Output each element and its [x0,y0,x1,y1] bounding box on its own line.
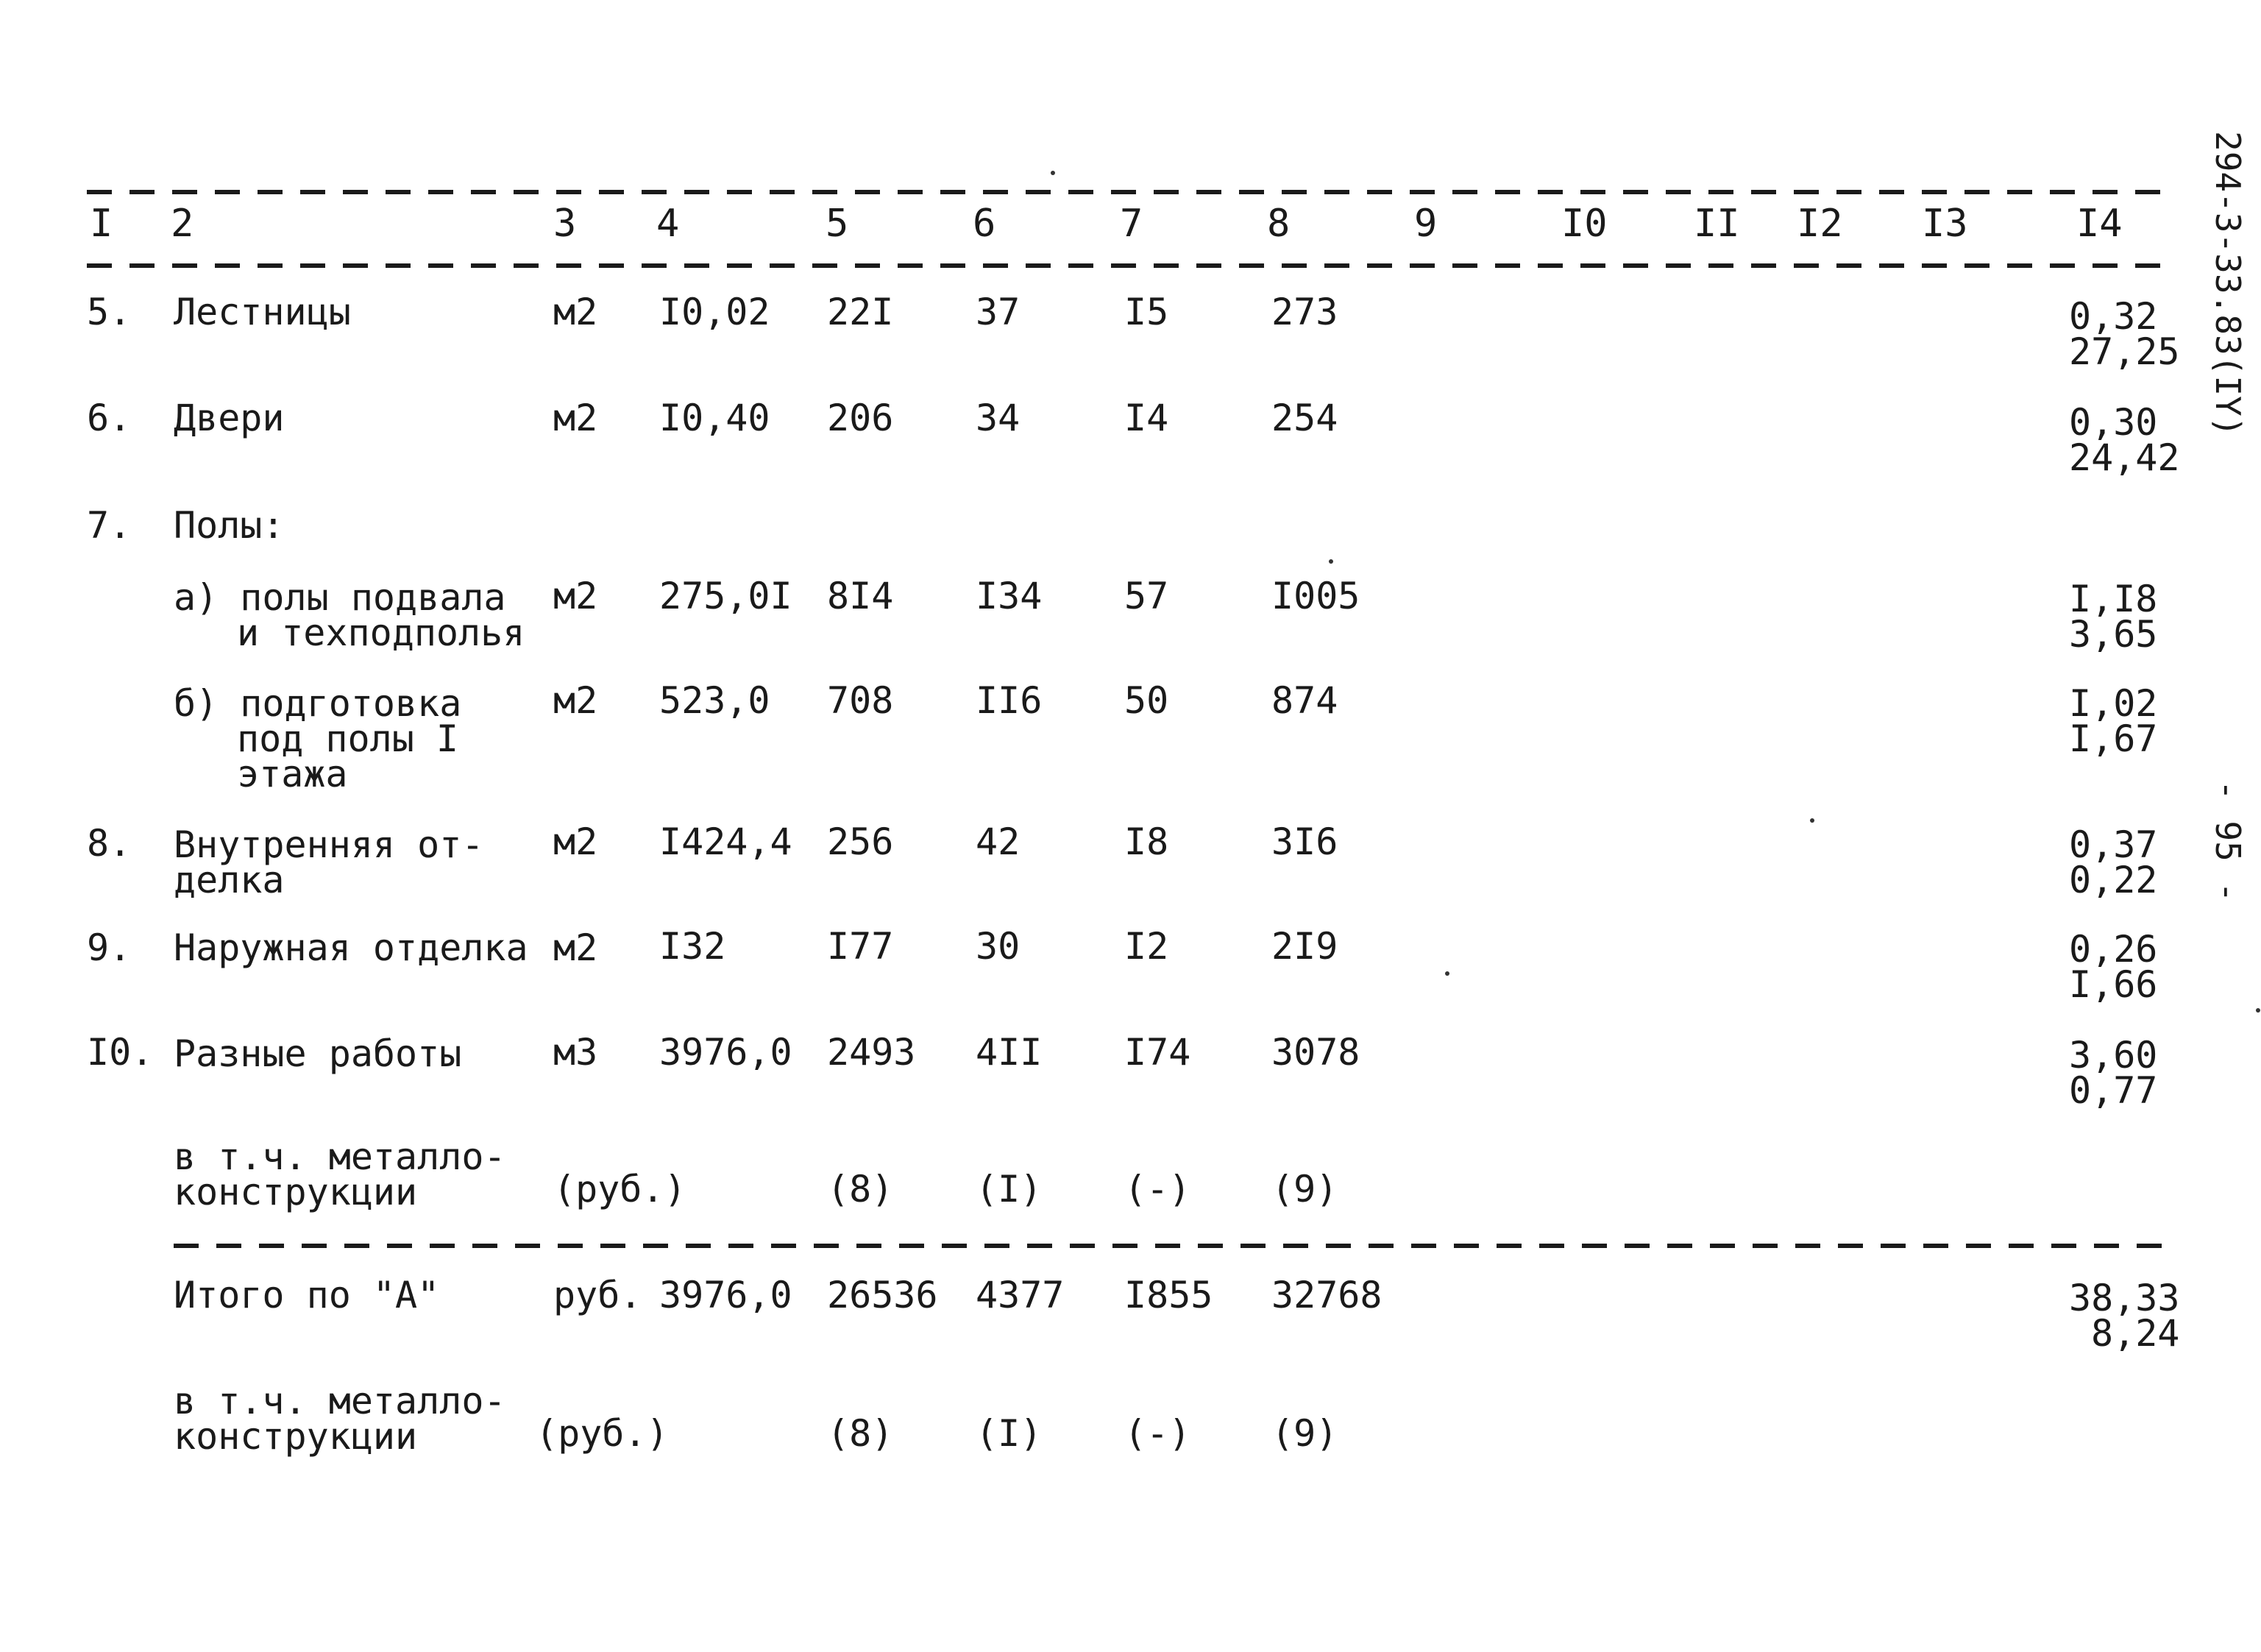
unit: м2 [553,397,598,439]
item-name-line-3: этажа [237,753,348,795]
item-name: Наружная отделка [174,926,528,969]
col-8-value: 3078 [1271,1031,1360,1074]
col-5-value: (8) [827,1168,894,1210]
col-7-value: (-) [1124,1412,1191,1455]
row-number: 8. [87,822,132,865]
col-header-8: 8 [1267,202,1291,246]
col-6-value: 37 [976,291,1021,333]
quantity: I424,4 [659,820,792,863]
col-14-value-top: 0,26 [2069,928,2158,971]
col-5-value: 22I [827,291,894,333]
page-number: - 95 - [2208,780,2248,903]
col-14-value-top: 38,33 [2069,1277,2180,1319]
scan-speck [1329,559,1333,564]
col-6-value: 42 [976,820,1021,863]
unit: м2 [553,820,598,863]
col-8-value: (9) [1271,1412,1338,1455]
col-6-value: 30 [976,925,1021,968]
unit: (руб.) [536,1412,669,1455]
header-top-rule [87,190,2178,194]
col-7-value: I4 [1124,397,1169,439]
total-label: Итого по "А" [174,1274,440,1316]
col-5-value: I77 [827,925,894,968]
col-8-value: 273 [1271,291,1338,333]
quantity: I0,40 [659,397,770,439]
item-name: Внутренняя от- [174,823,484,866]
quantity: I0,02 [659,291,770,333]
col-14-value-top: I,I8 [2069,578,2158,620]
total-rule [174,1244,2178,1248]
row-number: 7. [87,504,132,547]
header-bottom-rule [87,263,2178,268]
col-14-value-top: 0,32 [2069,295,2158,338]
col-14-value-bottom: 24,42 [2069,436,2180,479]
unit: руб. [553,1274,642,1316]
document-code: 294-3-33.83(IY) [2208,131,2248,437]
col-8-value: I005 [1271,575,1360,617]
item-name: б) подготовка [174,682,462,725]
col-14-value-bottom: 0,22 [2069,859,2158,901]
scan-speck [1445,971,1449,976]
col-8-value: 2I9 [1271,925,1338,968]
scan-speck [1051,171,1055,175]
col-5-value: 2493 [827,1031,916,1074]
col-7-value: I855 [1124,1274,1213,1316]
item-name: а) полы подвала [174,576,506,619]
row-number: 5. [87,291,132,333]
col-14-value-top: I,02 [2069,682,2158,725]
item-name-line-2: конструкции [174,1171,418,1213]
col-5-value: 256 [827,820,894,863]
col-header-5: 5 [826,202,849,246]
col-7-value: I5 [1124,291,1169,333]
unit: м2 [553,926,598,969]
col-14-value-top: 0,30 [2069,401,2158,444]
col-header-4: 4 [656,202,680,246]
col-14-value-bottom: I,67 [2069,717,2158,760]
col-8-value: 254 [1271,397,1338,439]
row-number: I0. [87,1031,154,1074]
col-6-value: 34 [976,397,1021,439]
item-name-line-2: делка [174,859,285,901]
col-header-12: I2 [1797,202,1843,246]
col-8-value: 874 [1271,679,1338,722]
col-7-value: I2 [1124,925,1169,968]
col-5-value: (8) [827,1412,894,1455]
col-header-14: I4 [2076,202,2123,246]
col-header-7: 7 [1120,202,1143,246]
col-header-13: I3 [1922,202,1968,246]
item-name-line-2: конструкции [174,1415,418,1458]
col-6-value: (I) [976,1168,1043,1210]
item-name: Полы: [174,504,285,547]
col-6-value: (I) [976,1412,1043,1455]
unit: м2 [553,575,598,617]
quantity: 275,0I [659,575,792,617]
col-header-10: I0 [1561,202,1608,246]
col-header-1: I [90,202,113,246]
col-8-value: (9) [1271,1168,1338,1210]
row-number: 9. [87,926,132,969]
item-name: в т.ч. металло- [174,1380,506,1422]
col-header-2: 2 [171,202,194,246]
col-header-3: 3 [553,202,577,246]
unit: м3 [553,1031,598,1074]
col-8-value: 3I6 [1271,820,1338,863]
unit: м2 [553,291,598,333]
col-6-value: 4377 [976,1274,1065,1316]
col-14-value-bottom: 3,65 [2069,613,2158,656]
col-5-value: 708 [827,679,894,722]
item-name: Разные работы [174,1032,462,1075]
col-6-value: 4II [976,1031,1043,1074]
col-header-11: II [1694,202,1740,246]
col-7-value: I74 [1124,1031,1191,1074]
quantity: 3976,0 [659,1274,792,1316]
col-5-value: 26536 [827,1274,938,1316]
quantity: 3976,0 [659,1031,792,1074]
col-14-value-bottom: 0,77 [2069,1069,2158,1112]
col-header-6: 6 [973,202,996,246]
item-name: Лестницы [174,291,351,333]
col-5-value: 8I4 [827,575,894,617]
col-7-value: 57 [1124,575,1169,617]
col-6-value: I34 [976,575,1043,617]
item-name: Двери [174,397,285,439]
col-5-value: 206 [827,397,894,439]
col-7-value: 50 [1124,679,1169,722]
col-7-value: I8 [1124,820,1169,863]
row-number: 6. [87,397,132,439]
unit: (руб.) [553,1168,686,1210]
unit: м2 [553,679,598,722]
col-6-value: II6 [976,679,1043,722]
quantity: 523,0 [659,679,770,722]
quantity: I32 [659,925,726,968]
col-14-value-bottom: 27,25 [2069,330,2180,373]
scan-speck [1810,818,1814,823]
item-name-line-2: под полы I [237,717,459,760]
col-8-value: 32768 [1271,1274,1382,1316]
col-14-value-top: 3,60 [2069,1034,2158,1077]
col-14-value-top: 0,37 [2069,823,2158,866]
col-14-value-bottom: I,66 [2069,963,2158,1006]
item-name-line-2: и техподполья [237,611,525,654]
col-7-value: (-) [1124,1168,1191,1210]
item-name: в т.ч. металло- [174,1135,506,1178]
scan-speck [2256,1008,2260,1013]
col-header-9: 9 [1414,202,1438,246]
col-14-value-bottom: 8,24 [2091,1312,2180,1355]
